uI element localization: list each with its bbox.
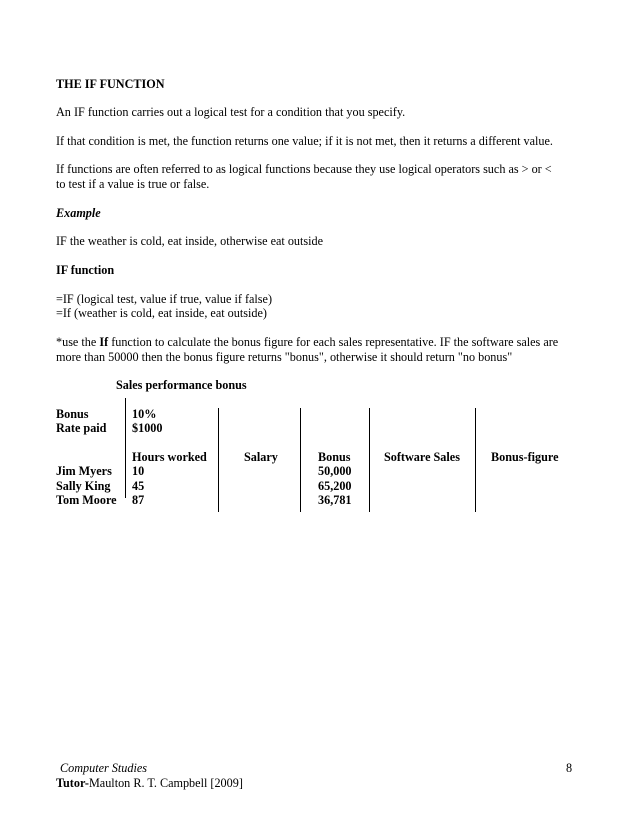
table-divider-2 [218,408,219,512]
row-hours: 10 [132,464,145,478]
footer-page-number: 8 [566,761,573,775]
table-title: Sales performance bonus [116,378,247,392]
logical-paragraph-line1: If functions are often referred to as logical functions because they use logical operators such as > or < [56,162,552,176]
row-bonus: 50,000 [318,464,352,478]
row-name: Tom Moore [56,493,117,507]
row-hours: 87 [132,493,145,507]
row-name: Sally King [56,479,111,493]
table-divider-5 [475,408,476,512]
header-bonus: Bonus [318,450,351,464]
condition-paragraph: If that condition is met, the function returns one value; if it is not met, then it returns a different value. [56,134,553,148]
task-if-keyword: If [99,335,109,349]
header-hours-worked: Hours worked [132,450,207,464]
bonus-value: 10% [132,407,157,421]
task-line-1 [56,335,558,350]
table-divider-4 [369,408,370,512]
syntax-line-2: =If (weather is cold, eat inside, eat outside) [56,306,267,320]
rate-value: $1000 [132,421,163,435]
page-heading: THE IF FUNCTION [56,77,165,91]
row-bonus: 36,781 [318,493,352,507]
row-hours: 45 [132,479,145,493]
example-label: Example [56,206,101,220]
header-salary: Salary [244,450,278,464]
syntax-line-1: =IF (logical test, value if true, value if false) [56,292,273,306]
row-name: Jim Myers [56,464,112,478]
task-line-2: more than 50000 then the bonus figure returns "bonus", otherwise it should return "no bonus" [56,350,513,364]
intro-paragraph: An IF function carries out a logical test for a condition that you specify. [56,105,406,119]
task-line-1-post: function to calculate the bonus figure for each sales representative. IF the software sales are [108,335,559,349]
example-text: IF the weather is cold, eat inside, otherwise eat outside [56,234,324,248]
if-function-label: IF function [56,263,115,277]
header-bonus-figure: Bonus-figure [491,450,559,464]
bonus-label: Bonus [56,407,89,421]
table-divider-3 [300,408,301,512]
footer-tutor-label: Tutor- [56,776,89,790]
rate-label: Rate paid [56,421,107,435]
row-bonus: 65,200 [318,479,352,493]
logical-paragraph-line2: to test if a value is true or false. [56,177,210,191]
header-software-sales: Software Sales [384,450,460,464]
footer-tutor [56,776,243,791]
footer-tutor-name: Maulton R. T. Campbell [2009] [88,776,243,790]
table-divider-1 [125,398,126,498]
footer-course: Computer Studies [60,761,148,775]
task-line-1-pre: *use the [56,335,100,349]
